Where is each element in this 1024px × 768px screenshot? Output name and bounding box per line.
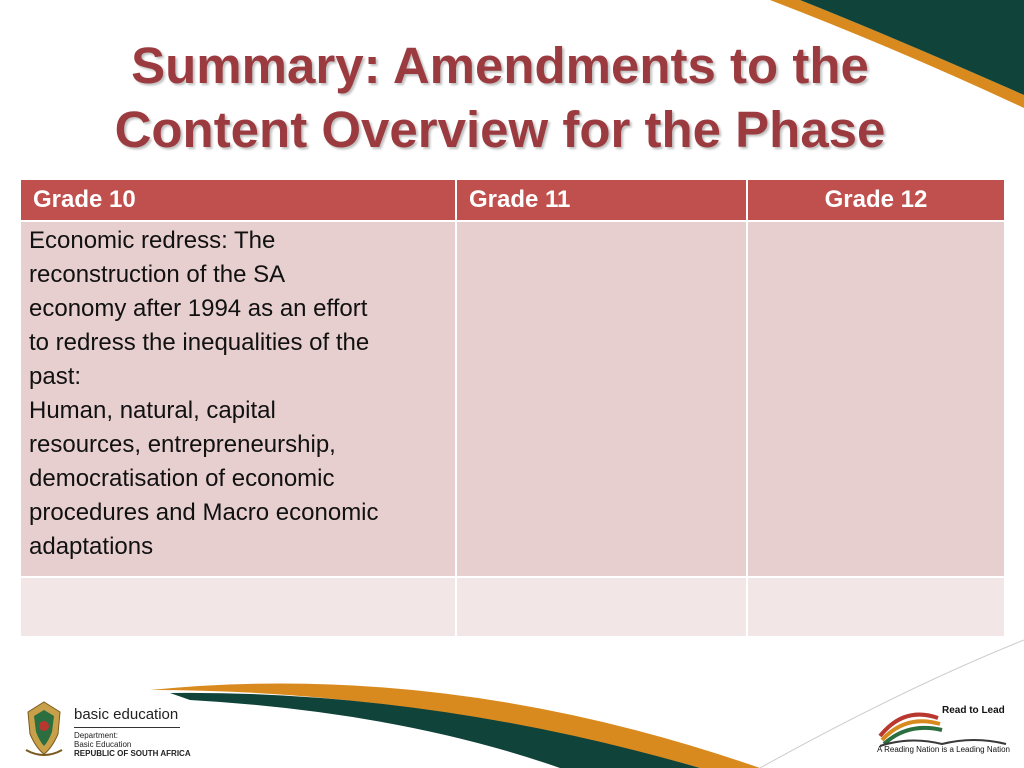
dbe-sub-line: Department: bbox=[74, 731, 119, 740]
dbe-main-label: basic education bbox=[74, 706, 179, 723]
header-grade-10: Grade 10 bbox=[21, 180, 455, 220]
header-grade-11: Grade 11 bbox=[457, 180, 746, 220]
coat-of-arms-icon bbox=[22, 700, 66, 756]
read-to-lead-title: Read to Lead bbox=[942, 705, 1005, 716]
dbe-sub-line: Basic Education bbox=[74, 740, 132, 749]
table-cell-grade-12 bbox=[748, 222, 1004, 576]
table-row bbox=[21, 578, 1004, 636]
read-to-lead-tagline: A Reading Nation is a Leading Nation bbox=[877, 745, 1010, 754]
cell-line: adaptations bbox=[29, 533, 154, 560]
dbe-sub-line: REPUBLIC OF SOUTH AFRICA bbox=[74, 749, 191, 758]
cell-line: past: bbox=[29, 363, 82, 390]
table-row bbox=[21, 222, 1004, 576]
dbe-logo-text bbox=[74, 706, 191, 758]
cell-line: democratisation of economic bbox=[29, 465, 335, 492]
table-cell-grade-10 bbox=[21, 222, 455, 576]
cell-line: resources, entrepreneurship, bbox=[29, 431, 336, 458]
header-grade-12: Grade 12 bbox=[748, 180, 1004, 220]
cell-line: procedures and Macro economic bbox=[29, 499, 379, 526]
dbe-divider bbox=[74, 727, 180, 728]
title-line-2: Content Overview for the Phase bbox=[114, 101, 886, 158]
title-line-1: Summary: Amendments to the bbox=[131, 37, 869, 94]
cell-line: reconstruction of the SA bbox=[29, 261, 286, 288]
page-title bbox=[60, 34, 940, 162]
cell-line: Economic redress: The bbox=[29, 227, 276, 254]
table-cell-empty bbox=[748, 578, 1004, 636]
cell-line: economy after 1994 as an effort bbox=[29, 295, 368, 322]
cell-line: Human, natural, capital bbox=[29, 397, 276, 424]
content-table bbox=[19, 178, 1006, 638]
cell-text bbox=[29, 224, 447, 564]
table-cell-empty bbox=[457, 578, 746, 636]
table-cell-grade-11 bbox=[457, 222, 746, 576]
table-cell-empty bbox=[21, 578, 455, 636]
cell-line: to redress the inequalities of the bbox=[29, 329, 370, 356]
table-header-row bbox=[21, 180, 1004, 220]
